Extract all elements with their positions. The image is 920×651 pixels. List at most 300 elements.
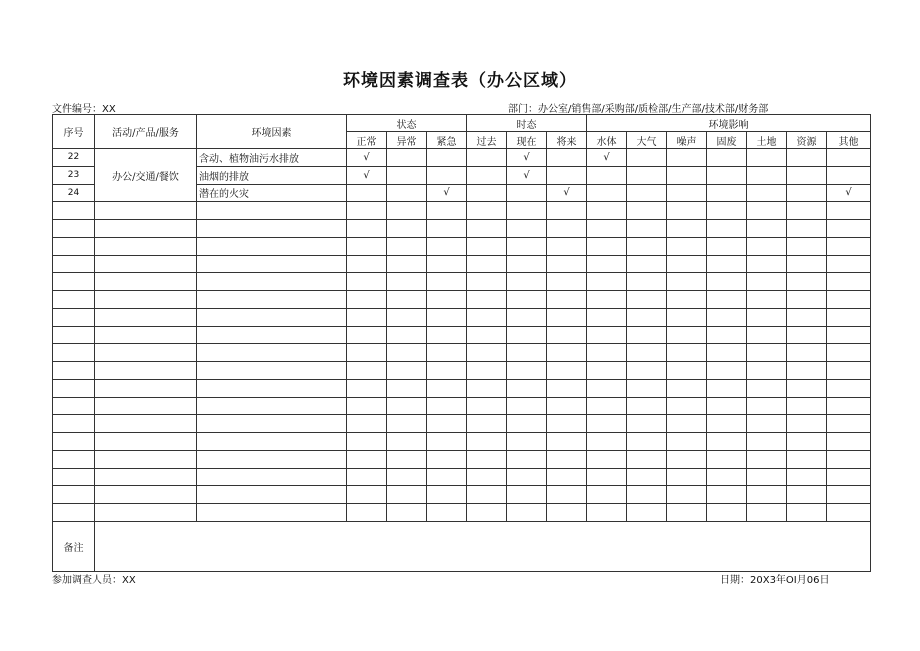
empty-cell [95,220,197,238]
empty-cell [787,273,827,291]
empty-cell [827,308,871,326]
empty-cell [467,308,507,326]
empty-cell [787,379,827,397]
empty-cell [747,202,787,220]
row-factor: 含动、植物油污水排放 [197,149,347,167]
subheader-cell: 现在 [507,132,547,149]
empty-cell [507,220,547,238]
empty-row [53,468,871,486]
empty-cell [427,202,467,220]
subheader-cell: 大气 [627,132,667,149]
subheader-cell: 紧急 [427,132,467,149]
empty-cell [627,397,667,415]
empty-row [53,397,871,415]
empty-cell [347,486,387,504]
empty-cell [587,504,627,522]
empty-cell [387,237,427,255]
empty-cell [747,326,787,344]
empty-cell [95,273,197,291]
empty-cell [387,362,427,380]
empty-cell [667,504,707,522]
investigators: 参加调查人员：XX [52,575,136,586]
check-cell [507,184,547,202]
empty-cell [95,504,197,522]
check-cell [707,166,747,184]
empty-cell [427,379,467,397]
empty-cell [467,415,507,433]
empty-cell [667,450,707,468]
empty-cell [787,326,827,344]
empty-cell [197,397,347,415]
empty-cell [347,344,387,362]
empty-cell [387,202,427,220]
check-cell [707,149,747,167]
empty-cell [507,362,547,380]
empty-cell [787,220,827,238]
empty-cell [95,255,197,273]
empty-cell [507,504,547,522]
check-cell [587,166,627,184]
empty-cell [627,344,667,362]
header-tense: 时态 [467,115,587,132]
empty-cell [387,450,427,468]
empty-cell [627,486,667,504]
header-activity: 活动/产品/服务 [95,115,197,149]
empty-cell [387,415,427,433]
empty-cell [827,326,871,344]
empty-cell [197,362,347,380]
header-impact: 环境影响 [587,115,871,132]
empty-cell [387,344,427,362]
check-cell [587,184,627,202]
empty-cell [547,326,587,344]
empty-cell [827,486,871,504]
subheader-cell: 正常 [347,132,387,149]
empty-cell [747,237,787,255]
survey-table [52,114,871,572]
check-cell [707,184,747,202]
empty-cell [827,415,871,433]
empty-cell [427,486,467,504]
empty-cell [467,273,507,291]
empty-cell [347,291,387,309]
empty-cell [827,362,871,380]
empty-cell [507,433,547,451]
check-cell [347,184,387,202]
empty-cell [197,202,347,220]
empty-cell [827,397,871,415]
empty-cell [467,433,507,451]
subheader-cell: 固废 [707,132,747,149]
empty-row [53,220,871,238]
subheader-cell: 土地 [747,132,787,149]
empty-row [53,344,871,362]
check-mark: √ [587,149,627,167]
empty-cell [347,379,387,397]
empty-cell [667,308,707,326]
empty-cell [787,362,827,380]
empty-cell [627,308,667,326]
empty-cell [53,362,95,380]
empty-cell [627,220,667,238]
subheader-cell: 过去 [467,132,507,149]
empty-cell [587,468,627,486]
empty-cell [427,326,467,344]
empty-cell [627,362,667,380]
empty-cell [667,220,707,238]
empty-cell [627,273,667,291]
empty-row [53,237,871,255]
check-cell [667,149,707,167]
empty-cell [95,468,197,486]
empty-cell [547,308,587,326]
empty-cell [587,486,627,504]
empty-cell [547,220,587,238]
empty-cell [707,273,747,291]
empty-cell [787,397,827,415]
empty-cell [197,237,347,255]
row-seq: 23 [53,166,95,184]
empty-cell [347,397,387,415]
empty-cell [197,433,347,451]
empty-cell [827,433,871,451]
check-cell [387,184,427,202]
empty-cell [627,450,667,468]
empty-cell [627,202,667,220]
empty-cell [627,237,667,255]
empty-cell [427,415,467,433]
empty-cell [53,237,95,255]
empty-cell [747,273,787,291]
empty-cell [667,344,707,362]
empty-cell [53,486,95,504]
empty-cell [347,450,387,468]
empty-row [53,504,871,522]
empty-cell [667,202,707,220]
empty-cell [387,504,427,522]
empty-cell [53,308,95,326]
empty-cell [507,486,547,504]
empty-cell [787,237,827,255]
empty-cell [707,237,747,255]
empty-cell [427,433,467,451]
empty-cell [627,433,667,451]
empty-cell [547,468,587,486]
header-seq: 序号 [53,115,95,149]
empty-cell [747,433,787,451]
empty-cell [387,291,427,309]
check-cell [467,166,507,184]
check-cell [387,166,427,184]
empty-cell [507,468,547,486]
empty-cell [707,255,747,273]
form-title: 环境因素调查表（办公区域） [343,71,577,91]
empty-cell [547,255,587,273]
header-factor: 环境因素 [197,115,347,149]
empty-cell [547,291,587,309]
empty-cell [467,202,507,220]
empty-cell [627,326,667,344]
empty-cell [787,255,827,273]
empty-cell [747,362,787,380]
empty-cell [667,291,707,309]
empty-cell [627,379,667,397]
empty-cell [387,255,427,273]
check-cell [787,166,827,184]
empty-cell [347,273,387,291]
empty-cell [827,273,871,291]
empty-cell [707,220,747,238]
departments: 部门：办公室/销售部/采购部/质检部/生产部/技术部/财务部 [508,104,769,115]
empty-cell [197,344,347,362]
empty-cell [95,308,197,326]
empty-cell [427,220,467,238]
empty-cell [347,415,387,433]
empty-cell [387,486,427,504]
empty-cell [95,362,197,380]
empty-cell [427,344,467,362]
empty-cell [197,450,347,468]
empty-cell [53,202,95,220]
empty-cell [347,362,387,380]
empty-row [53,308,871,326]
empty-cell [747,486,787,504]
check-mark: √ [427,184,467,202]
empty-cell [95,486,197,504]
empty-cell [547,486,587,504]
check-cell [667,166,707,184]
empty-cell [427,397,467,415]
empty-cell [467,362,507,380]
empty-cell [747,344,787,362]
remark-content [95,521,871,571]
check-cell [827,149,871,167]
empty-cell [53,415,95,433]
empty-cell [387,273,427,291]
header-state: 状态 [347,115,467,132]
empty-cell [197,273,347,291]
empty-cell [587,220,627,238]
empty-cell [387,308,427,326]
empty-cell [507,202,547,220]
empty-cell [667,486,707,504]
empty-cell [707,415,747,433]
remark-row [53,521,871,571]
empty-cell [467,486,507,504]
empty-cell [467,344,507,362]
empty-cell [827,379,871,397]
empty-row [53,202,871,220]
empty-cell [667,362,707,380]
empty-cell [197,486,347,504]
empty-cell [507,237,547,255]
empty-cell [707,362,747,380]
empty-cell [747,379,787,397]
empty-cell [547,273,587,291]
empty-cell [95,326,197,344]
empty-cell [197,220,347,238]
row-factor: 油烟的排放 [197,166,347,184]
empty-cell [827,255,871,273]
empty-cell [547,344,587,362]
empty-cell [587,362,627,380]
check-mark: √ [347,149,387,167]
empty-cell [467,450,507,468]
empty-cell [627,468,667,486]
row-factor: 潜在的火灾 [197,184,347,202]
empty-row [53,486,871,504]
empty-cell [197,308,347,326]
empty-cell [427,273,467,291]
check-cell [747,166,787,184]
empty-row [53,273,871,291]
empty-cell [95,397,197,415]
empty-cell [507,255,547,273]
empty-cell [507,415,547,433]
check-cell [547,166,587,184]
empty-cell [347,202,387,220]
empty-cell [787,504,827,522]
empty-cell [787,415,827,433]
check-cell [627,184,667,202]
empty-cell [827,504,871,522]
empty-cell [427,504,467,522]
check-cell [827,166,871,184]
empty-cell [53,255,95,273]
empty-cell [507,397,547,415]
empty-cell [627,504,667,522]
empty-cell [667,433,707,451]
empty-cell [707,486,747,504]
empty-cell [53,379,95,397]
empty-cell [467,379,507,397]
empty-cell [587,450,627,468]
empty-cell [387,379,427,397]
empty-cell [747,220,787,238]
empty-row [53,415,871,433]
empty-cell [467,468,507,486]
empty-row [53,450,871,468]
empty-cell [787,486,827,504]
empty-cell [53,326,95,344]
empty-cell [587,344,627,362]
empty-cell [95,344,197,362]
empty-row [53,379,871,397]
empty-cell [707,326,747,344]
empty-row [53,433,871,451]
check-cell [427,149,467,167]
empty-cell [347,468,387,486]
empty-cell [507,379,547,397]
check-cell [787,184,827,202]
empty-cell [53,504,95,522]
activity-cell: 办公/交通/餐饮 [95,149,197,202]
check-cell [627,166,667,184]
survey-date: 日期：20X3年OI月06日 [720,575,830,586]
empty-cell [707,344,747,362]
table-row [53,149,871,167]
subheader-cell: 水体 [587,132,627,149]
empty-cell [587,255,627,273]
check-cell [547,149,587,167]
empty-cell [507,450,547,468]
empty-cell [787,291,827,309]
empty-cell [467,397,507,415]
check-cell [387,149,427,167]
subheader-cell: 将来 [547,132,587,149]
empty-cell [427,468,467,486]
empty-cell [627,255,667,273]
empty-cell [507,273,547,291]
empty-cell [587,415,627,433]
empty-cell [197,468,347,486]
empty-cell [587,273,627,291]
empty-cell [197,504,347,522]
empty-cell [787,450,827,468]
empty-cell [747,255,787,273]
empty-cell [667,326,707,344]
empty-cell [827,220,871,238]
empty-cell [197,415,347,433]
empty-cell [587,433,627,451]
empty-cell [587,291,627,309]
empty-cell [507,326,547,344]
empty-cell [53,220,95,238]
empty-cell [387,220,427,238]
empty-cell [747,468,787,486]
row-seq: 24 [53,184,95,202]
empty-cell [827,237,871,255]
check-cell [467,184,507,202]
empty-cell [95,450,197,468]
empty-cell [667,237,707,255]
empty-cell [747,397,787,415]
empty-cell [707,468,747,486]
empty-cell [667,379,707,397]
empty-cell [787,202,827,220]
empty-row [53,326,871,344]
empty-cell [427,362,467,380]
empty-cell [707,397,747,415]
check-cell [747,184,787,202]
empty-cell [547,504,587,522]
empty-cell [347,308,387,326]
empty-cell [427,255,467,273]
empty-cell [747,291,787,309]
empty-cell [627,415,667,433]
empty-cell [53,344,95,362]
check-cell [787,149,827,167]
empty-cell [827,344,871,362]
empty-cell [667,255,707,273]
empty-cell [467,255,507,273]
check-cell [427,166,467,184]
check-mark: √ [507,149,547,167]
empty-cell [95,291,197,309]
empty-cell [347,220,387,238]
empty-row [53,255,871,273]
empty-cell [547,415,587,433]
empty-cell [347,433,387,451]
empty-cell [547,433,587,451]
empty-cell [387,397,427,415]
empty-cell [707,308,747,326]
subheader-cell: 异常 [387,132,427,149]
empty-cell [95,433,197,451]
empty-cell [707,504,747,522]
empty-cell [427,237,467,255]
empty-cell [827,291,871,309]
